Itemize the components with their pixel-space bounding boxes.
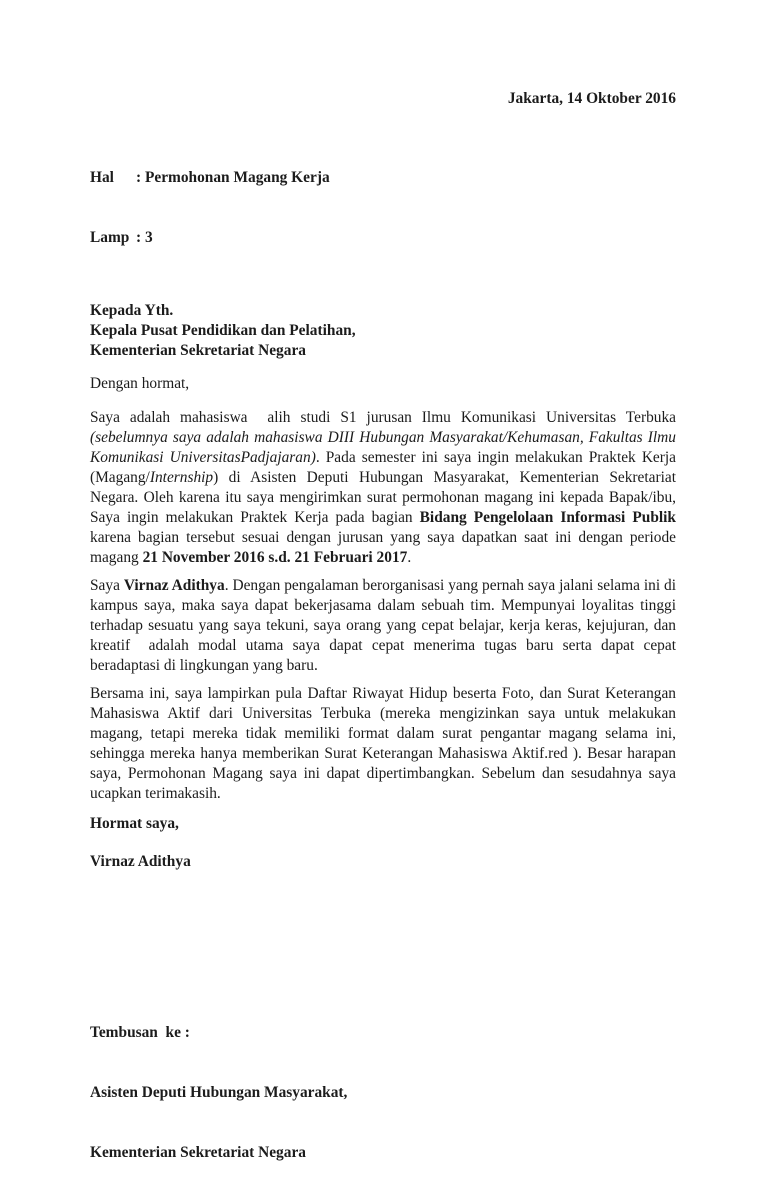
text-run: Virnaz Adithya xyxy=(123,577,225,594)
cc-label: Tembusan ke : xyxy=(90,1024,190,1041)
text-run: karena bagian tersebut sesuai dengan jurusan yang saya dapatkan saat ini dengan periode magang xyxy=(90,509,680,566)
text-run: ) di Asisten Deputi Hubungan Masyarakat, Kementerian Sekretariat Negara. Oleh karena itu saya mengirimkan surat permohonan magang ini kepada Bapak/ibu, Saya ingin melakukan Praktek Kerja pada bagian xyxy=(90,469,680,526)
text-run: . Dengan pengalaman berorganisasi yang pernah saya jalani selama ini di kampus saya, maka saya dapat bekerjasama dalam sebuah tim. Mempunyai loyalitas tinggi terhadap sesuatu yang saya tekuni, saya orang yang cepat belajar, kerja keras, kejujuran, dan kreatif adalah modal utama saya dapat cepat menerima tugas baru serta dapat cepat beradaptasi di lingkungan yang baru. xyxy=(90,577,680,674)
paragraph-self-description xyxy=(90,576,680,676)
letter-date: Jakarta, 14 Oktober 2016 xyxy=(507,90,676,107)
recipient-line-salutation: Kepada Yth. xyxy=(90,302,174,319)
text-run: Saya adalah mahasiswa alih studi S1 jurusan Ilmu Komunikasi Universitas Terbuka xyxy=(90,409,680,426)
text-run: Bidang Pengelolaan Informasi Publik xyxy=(419,509,676,526)
cc-line-department: Asisten Deputi Hubungan Masyarakat, xyxy=(90,1084,348,1101)
cc-block xyxy=(90,983,676,1203)
closing: Hormat saya, xyxy=(90,815,179,832)
paragraph-introduction xyxy=(90,408,680,568)
salutation: Dengan hormat, xyxy=(90,375,190,392)
attachment-label: Lamp xyxy=(90,229,130,246)
text-run: Bersama ini, saya lampirkan pula Daftar Riwayat Hidup beserta Foto, dan Surat Keterangan Mahasiswa Aktif dari Universitas Terbuka (mereka mengizinkan saya untuk melakukan magang, tetapi mereka tidak memiliki format dalam surat pengantar magang selama ini, sehingga mereka hanya memberikan Surat Keterangan Mahasiswa Aktif.red ). Besar harapan saya, Permohonan Magang saya ini dapat dipertimbangkan. Sebelum dan sesudahnya saya ucapkan terimakasih. xyxy=(90,685,680,802)
subject-block xyxy=(90,128,676,288)
signature-name: Virnaz Adithya xyxy=(90,853,191,870)
cc-line-institution: Kementerian Sekretariat Negara xyxy=(90,1144,306,1161)
text-run: . Pada semester ini saya ingin melakukan Praktek Kerja (Magang/ xyxy=(90,449,680,486)
text-run: . xyxy=(407,549,412,566)
subject-value: : Permohonan Magang Kerja xyxy=(136,169,330,186)
recipient-line-institution: Kementerian Sekretariat Negara xyxy=(90,342,306,359)
attachment-value: : 3 xyxy=(136,229,153,246)
paragraph-attachments xyxy=(90,684,680,804)
text-run: Saya xyxy=(90,577,124,594)
subject-row xyxy=(90,168,676,188)
text-run: 21 November 2016 s.d. 21 Februari 2017 xyxy=(142,549,408,566)
recipient-line-title: Kepala Pusat Pendidikan dan Pelatihan, xyxy=(90,322,356,339)
attachment-row xyxy=(90,228,676,248)
recipient-block xyxy=(90,301,676,361)
text-run: (sebelumnya saya adalah mahasiswa DIII Hubungan Masyarakat/Kehumasan, Fakultas Ilmu Komunikasi UniversitasPadjajaran) xyxy=(90,429,680,466)
subject-label: Hal xyxy=(90,169,114,186)
text-run: Internship xyxy=(149,469,214,486)
